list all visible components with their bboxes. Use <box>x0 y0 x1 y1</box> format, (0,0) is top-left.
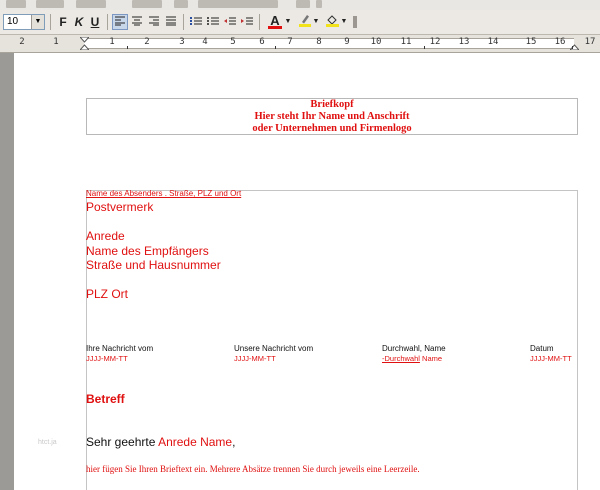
toolbar-separator <box>259 14 260 30</box>
background-color-dropdown[interactable]: ▼ <box>340 18 348 25</box>
highlight-button[interactable] <box>297 14 313 30</box>
toolbar-separator <box>107 14 108 30</box>
subject-line[interactable]: Betreff <box>86 392 125 406</box>
indent-marker-icon[interactable] <box>80 37 89 50</box>
insert-icons[interactable] <box>198 0 278 8</box>
ruler-number: 1 <box>109 37 115 47</box>
increase-indent-icon <box>241 16 253 26</box>
highlighter-icon <box>299 14 311 27</box>
ref-extension-name: Name <box>419 354 443 363</box>
toolbar-grip-icon <box>352 14 358 30</box>
font-size-value: 10 <box>7 16 19 27</box>
new-document-icon[interactable] <box>6 0 26 8</box>
ruler-number: 10 <box>370 37 382 47</box>
tab-stop-marker[interactable] <box>127 46 128 49</box>
decrease-indent-button[interactable] <box>222 14 238 30</box>
sender-line[interactable]: Name des Absenders . Straße, PLZ und Ort <box>86 189 242 198</box>
page-margin-area <box>0 53 14 490</box>
open-icon[interactable] <box>36 0 64 8</box>
ruler-number: 1 <box>53 37 59 47</box>
ruler-number: 6 <box>259 37 265 47</box>
increase-indent-button[interactable] <box>239 14 255 30</box>
tab-stop-marker[interactable] <box>275 46 276 49</box>
bold-button[interactable]: F <box>59 15 67 29</box>
ref-label-your-message: Ihre Nachricht vom <box>86 344 154 353</box>
highlight-dropdown[interactable]: ▼ <box>312 18 320 25</box>
edit-icon[interactable] <box>174 0 188 8</box>
ruler-number: 11 <box>400 37 412 47</box>
greeting-suffix: , <box>232 435 236 449</box>
letterhead-title: Briefkopf <box>310 99 354 110</box>
justify-button[interactable] <box>163 14 179 30</box>
postvermerk[interactable]: Postvermerk <box>86 200 154 214</box>
ruler-number: 4 <box>202 37 208 47</box>
ruler-number: 2 <box>144 37 150 47</box>
align-right-button[interactable] <box>146 14 162 30</box>
ruler-text-area <box>84 38 574 49</box>
ruler-number: 2 <box>19 37 25 47</box>
recipient-name[interactable]: Name des Empfängers <box>86 244 209 258</box>
letterhead-line: oder Unternehmen und Firmenlogo <box>252 123 412 134</box>
underline-button[interactable]: U <box>90 15 100 29</box>
bullet-list-icon <box>207 16 219 26</box>
ruler-number: 12 <box>429 37 441 47</box>
letterhead-line: Hier steht Ihr Name und Anschrift <box>254 111 410 122</box>
ruler-number: 14 <box>487 37 499 47</box>
letterhead-box[interactable] <box>86 98 578 135</box>
ruler-number: 9 <box>344 37 350 47</box>
numbering-button[interactable] <box>188 14 204 30</box>
navigator-icon[interactable] <box>132 0 162 8</box>
ref-label-date: Datum <box>530 344 554 353</box>
justify-icon <box>166 16 176 26</box>
tab-stop-marker[interactable] <box>424 46 425 49</box>
greeting-name: Anrede Name <box>158 435 233 449</box>
ruler-number: 7 <box>287 37 293 47</box>
toolbar-separator <box>183 14 184 30</box>
ruler-number: 17 <box>584 37 596 47</box>
ref-value-your-message[interactable]: JJJJ-MM-TT <box>86 354 128 363</box>
toolbar-more-icon[interactable] <box>352 14 358 30</box>
align-left-icon <box>115 16 125 26</box>
toolbar-more-icon[interactable] <box>316 0 322 8</box>
undo-icon[interactable] <box>76 0 106 8</box>
help-icon[interactable] <box>296 0 310 8</box>
decrease-indent-icon <box>224 16 236 26</box>
recipient-city[interactable]: PLZ Ort <box>86 287 129 301</box>
ruler-number: 15 <box>525 37 537 47</box>
font-color-button[interactable]: A <box>268 14 282 29</box>
body-text[interactable]: hier fügen Sie Ihren Brieftext ein. Mehrere Absätze trennen Sie durch jeweils eine Leerzeile. <box>86 464 420 474</box>
tab-stop-marker[interactable] <box>572 46 573 49</box>
greeting-prefix: Sehr geehrte <box>86 435 159 449</box>
ruler-number: 3 <box>179 37 185 47</box>
horizontal-ruler[interactable] <box>0 35 600 53</box>
ref-value-extension[interactable] <box>382 354 442 363</box>
ruler-number: 8 <box>316 37 322 47</box>
ref-extension-number: -Durchwahl <box>382 354 420 363</box>
toolbar-separator <box>50 14 51 30</box>
ref-label-our-message: Unsere Nachricht vom <box>234 344 314 353</box>
recipient-street[interactable]: Straße und Hausnummer <box>86 258 221 272</box>
font-size-select[interactable] <box>3 14 45 30</box>
align-center-icon <box>132 16 142 26</box>
align-right-icon <box>149 16 159 26</box>
bullets-button[interactable] <box>205 14 221 30</box>
numbered-list-icon <box>190 16 202 26</box>
italic-button[interactable]: K <box>74 15 84 29</box>
font-color-dropdown[interactable]: ▼ <box>284 18 292 25</box>
ruler-number: 5 <box>230 37 236 47</box>
background-color-button[interactable] <box>324 14 340 30</box>
recipient-salutation[interactable]: Anrede <box>86 229 125 243</box>
paint-bucket-icon <box>326 14 339 27</box>
ref-label-extension: Durchwahl, Name <box>382 344 446 353</box>
align-left-button[interactable] <box>112 14 128 30</box>
greeting-line[interactable] <box>86 435 235 449</box>
align-center-button[interactable] <box>129 14 145 30</box>
chevron-down-icon[interactable]: ▼ <box>31 15 44 29</box>
formatting-toolbar <box>0 10 600 35</box>
document-page[interactable] <box>14 53 600 490</box>
watermark-text: htct.ja <box>38 439 57 446</box>
ruler-number: 16 <box>554 37 566 47</box>
ref-value-our-message[interactable]: JJJJ-MM-TT <box>234 354 276 363</box>
ref-value-date[interactable]: JJJJ-MM-TT <box>530 354 572 363</box>
ruler-number: 13 <box>458 37 470 47</box>
